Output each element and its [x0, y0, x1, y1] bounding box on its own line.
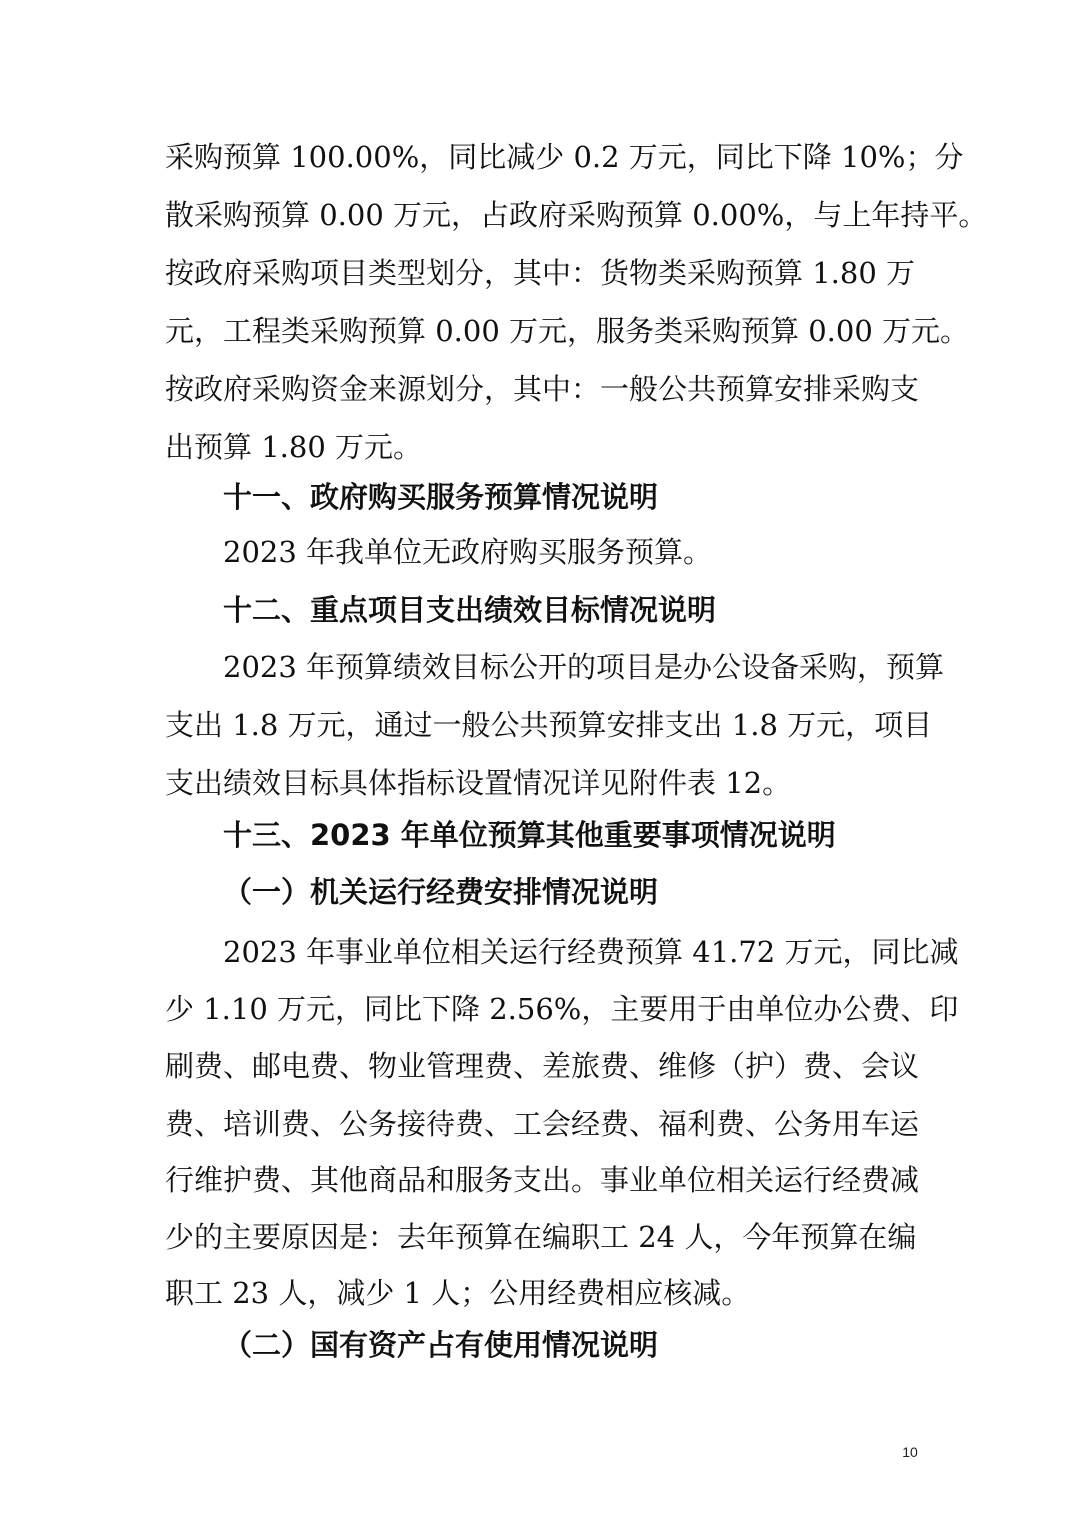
paragraph-line: 按政府采购项目类型划分，其中：货物类采购预算 1.80 万: [165, 256, 916, 290]
paragraph-line: 元，工程类采购预算 0.00 万元，服务类采购预算 0.00 万元。: [165, 314, 970, 348]
paragraph-line: 2023 年我单位无政府购买服务预算。: [223, 535, 713, 569]
paragraph-line: 2023 年预算绩效目标公开的项目是办公设备采购，预算: [223, 650, 945, 684]
paragraph-line: 费、培训费、公务接待费、工会经费、福利费、公务用车运: [165, 1107, 920, 1141]
paragraph-line: 少 1.10 万元，同比下降 2.56%，主要用于由单位办公费、印: [165, 992, 959, 1026]
section-heading-13: 十三、2023 年单位预算其他重要事项情况说明: [223, 818, 836, 852]
paragraph-line: 支出 1.8 万元，通过一般公共预算安排支出 1.8 万元，项目: [165, 708, 933, 742]
paragraph-line: 少的主要原因是：去年预算在编职工 24 人，今年预算在编: [165, 1220, 917, 1254]
paragraph-line: 2023 年事业单位相关运行经费预算 41.72 万元，同比减: [223, 935, 959, 969]
paragraph-line: 职工 23 人，减少 1 人；公用经费相应核减。: [165, 1276, 751, 1310]
paragraph-line: 行维护费、其他商品和服务支出。事业单位相关运行经费减: [165, 1163, 920, 1197]
subsection-heading-1: （一）机关运行经费安排情况说明: [223, 875, 659, 909]
paragraph-line: 按政府采购资金来源划分，其中：一般公共预算安排采购支: [165, 372, 920, 406]
subsection-heading-2: （二）国有资产占有使用情况说明: [223, 1328, 659, 1362]
section-heading-12: 十二、重点项目支出绩效目标情况说明: [223, 593, 717, 627]
page-number: 10: [902, 1444, 918, 1460]
paragraph-line: 采购预算 100.00%，同比减少 0.2 万元，同比下降 10%；分: [165, 140, 964, 174]
paragraph-line: 刷费、邮电费、物业管理费、差旅费、维修（护）费、会议: [165, 1049, 920, 1083]
paragraph-line: 支出绩效目标具体指标设置情况详见附件表 12。: [165, 766, 792, 800]
section-heading-11: 十一、政府购买服务预算情况说明: [223, 480, 659, 514]
paragraph-line: 出预算 1.80 万元。: [165, 430, 423, 464]
paragraph-line: 散采购预算 0.00 万元，占政府采购预算 0.00%，与上年持平。: [165, 198, 988, 232]
